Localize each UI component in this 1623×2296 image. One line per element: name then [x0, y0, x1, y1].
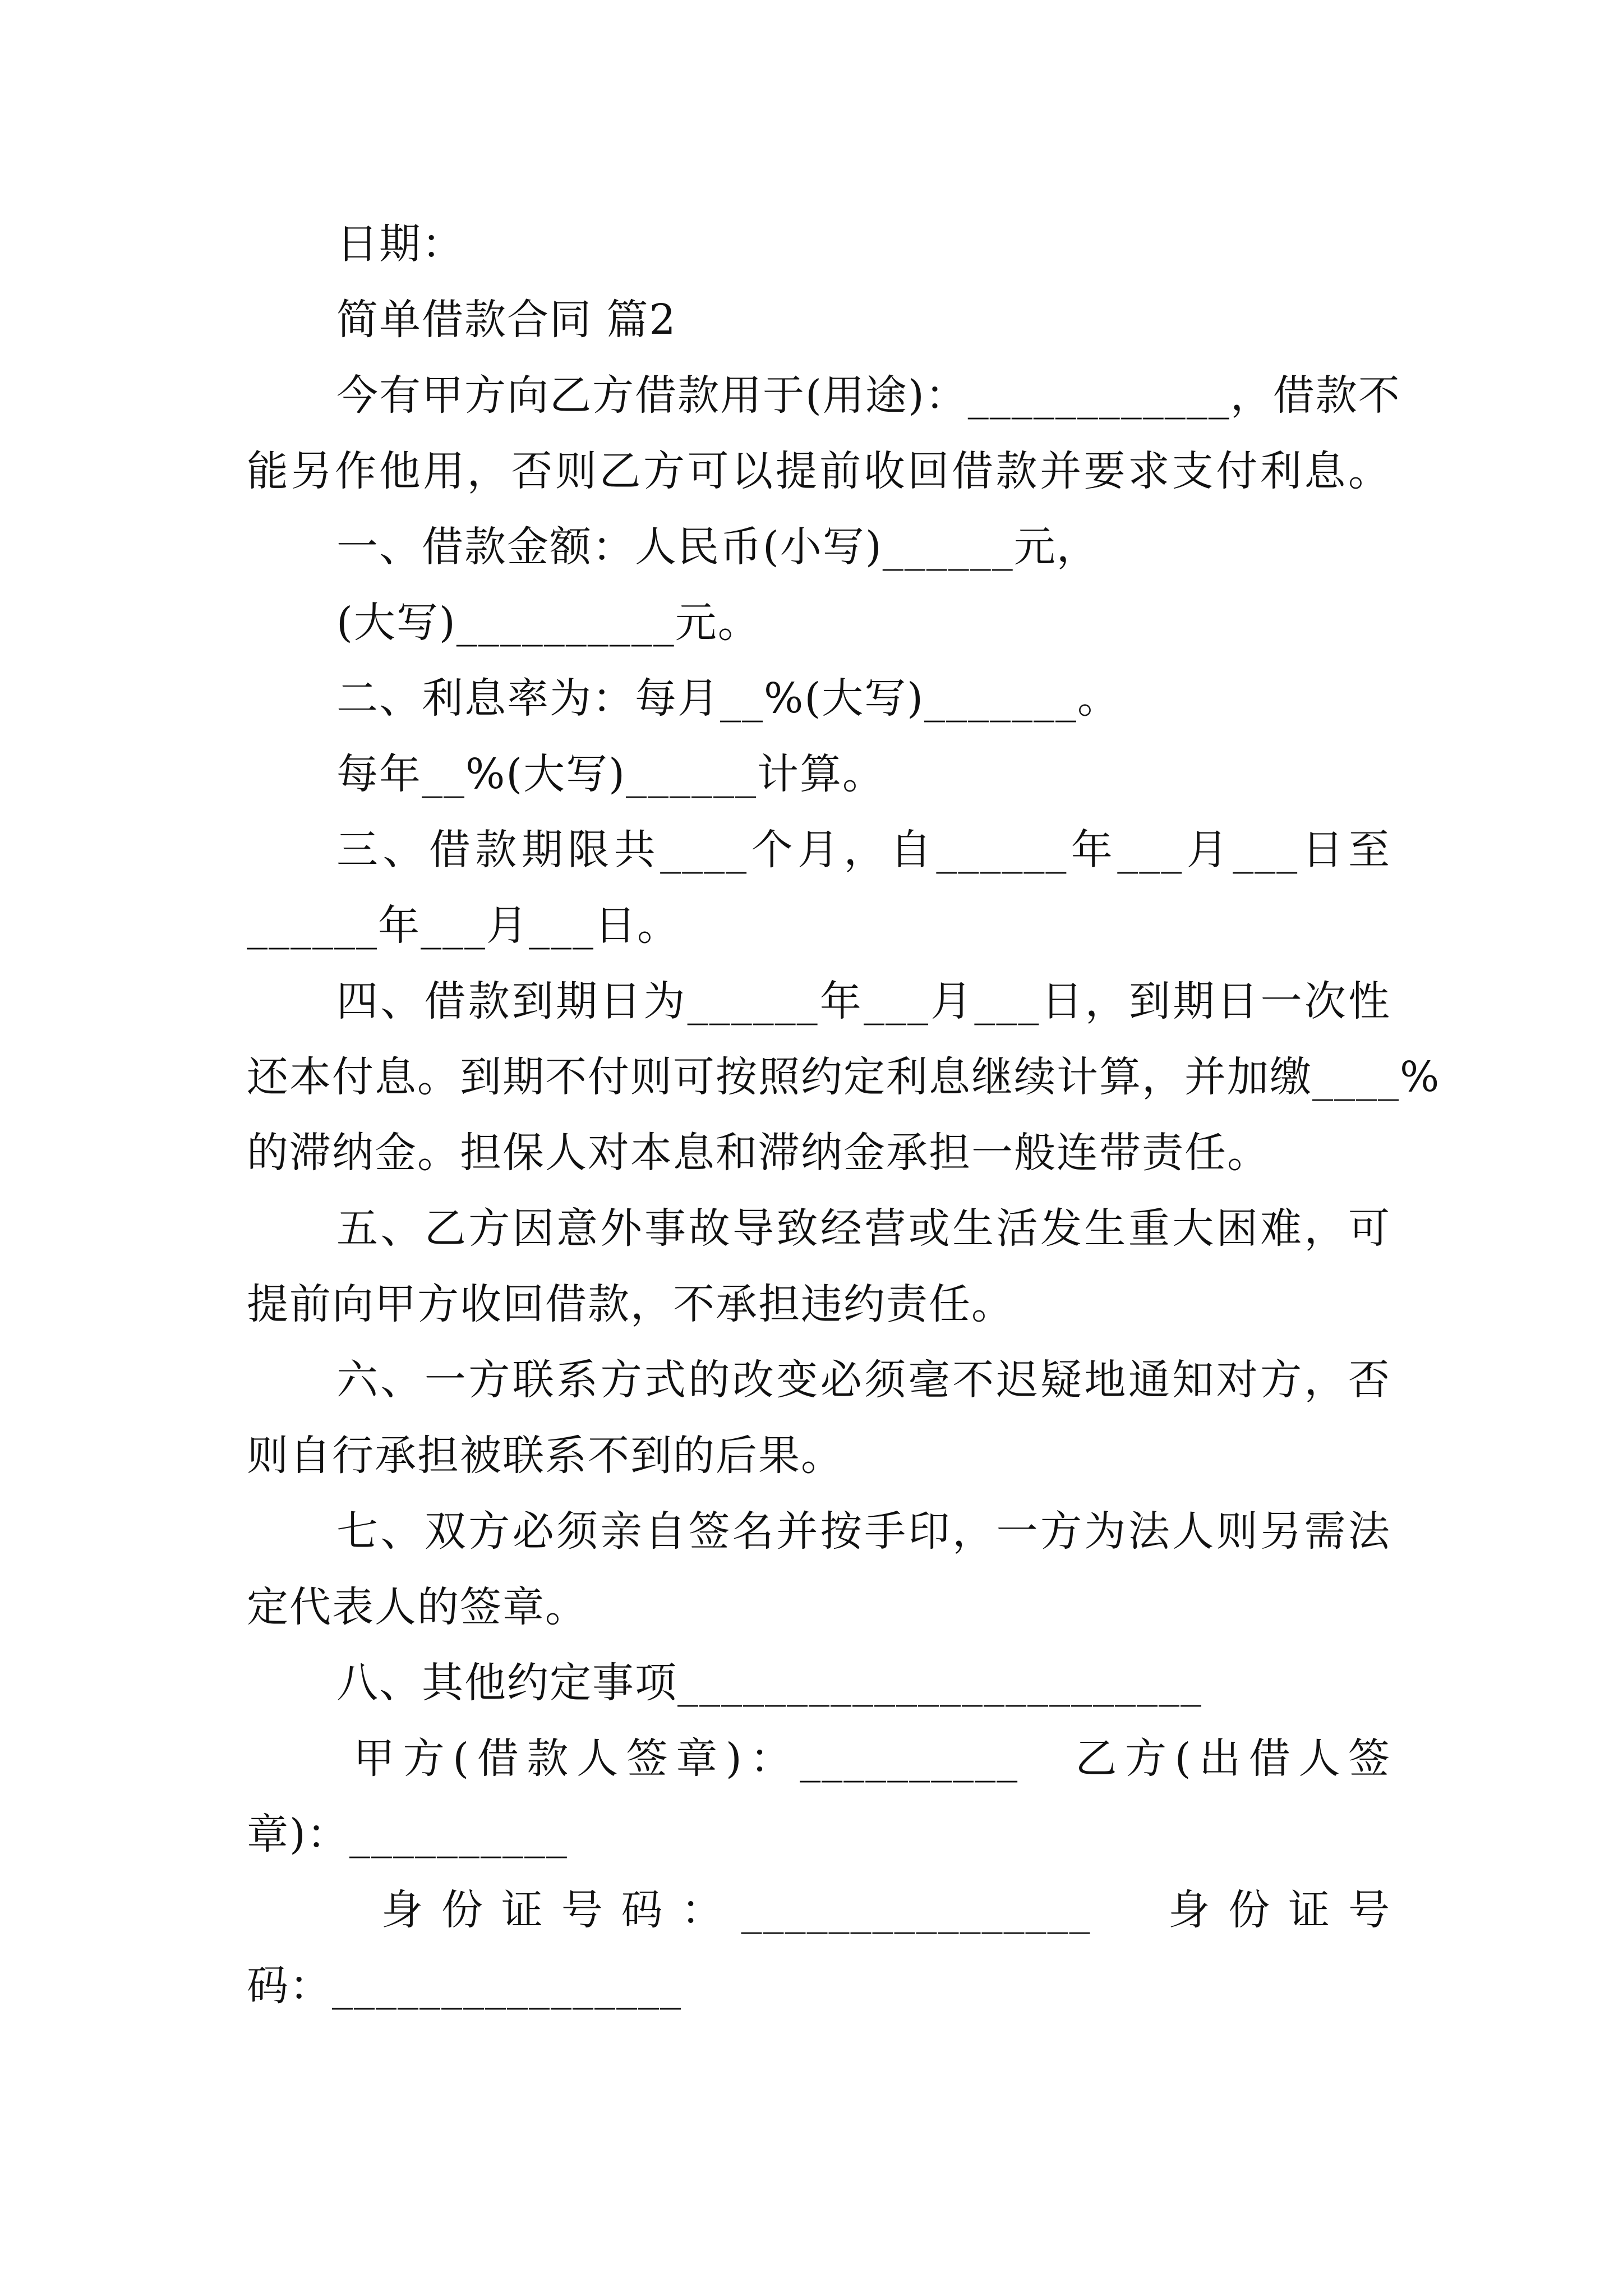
contract-title: 简单借款合同 篇2 — [336, 296, 677, 344]
id-number-line-1: 身份证号码：________________ 身份证号 — [381, 1886, 1391, 1934]
clause-7-line-1: 七、双方必须亲自签名并按手印，一方为法人则另需法 — [336, 1507, 1391, 1556]
paragraph-purpose-line-2: 能另作他用，否则乙方可以提前收回借款并要求支付利息。 — [247, 447, 1391, 495]
clause-5-line-2: 提前向甲方收回借款，不承担违约责任。 — [247, 1280, 1014, 1328]
clause-8-other: 八、其他约定事项________________________ — [336, 1659, 1202, 1707]
date-line: 日期： — [336, 220, 464, 268]
id-number-line-2: 码：________________ — [247, 1962, 682, 2010]
clause-7-line-2: 定代表人的签章。 — [247, 1583, 588, 1631]
clause-1-amount-line-2: (大写)__________元。 — [336, 599, 760, 647]
clause-4-due-line-2: 还本付息。到期不付则可按照约定利息继续计算，并加缴____% — [247, 1053, 1441, 1101]
clause-3-term-line-2: ______年___月___日。 — [247, 901, 680, 950]
clause-1-amount-line-1: 一、借款金额：人民币(小写)______元， — [336, 523, 1099, 571]
clause-6-line-1: 六、一方联系方式的改变必须毫不迟疑地通知对方，否 — [336, 1356, 1391, 1404]
clause-3-term-line-1: 三、借款期限共____个月，自______年___月___日至 — [336, 826, 1391, 874]
clause-2-interest-line-1: 二、利息率为：每月__%(大写)_______。 — [336, 674, 1121, 723]
clause-4-due-line-1: 四、借款到期日为______年___月___日，到期日一次性 — [336, 977, 1391, 1025]
paragraph-purpose-line-1: 今有甲方向乙方借款用于(用途)：____________，借款不 — [336, 371, 1401, 420]
clause-2-interest-line-2: 每年__%(大写)______计算。 — [336, 750, 886, 798]
clause-5-line-1: 五、乙方因意外事故导致经营或生活发生重大困难，可 — [336, 1204, 1391, 1253]
signature-line-2: 章)：__________ — [247, 1810, 568, 1858]
clause-4-due-line-3: 的滞纳金。担保人对本息和滞纳金承担一般连带责任。 — [247, 1129, 1270, 1177]
signature-line-1: 甲方(借款人签章)：__________ 乙方(出借人签 — [353, 1734, 1391, 1783]
clause-6-line-2: 则自行承担被联系不到的后果。 — [247, 1432, 843, 1480]
